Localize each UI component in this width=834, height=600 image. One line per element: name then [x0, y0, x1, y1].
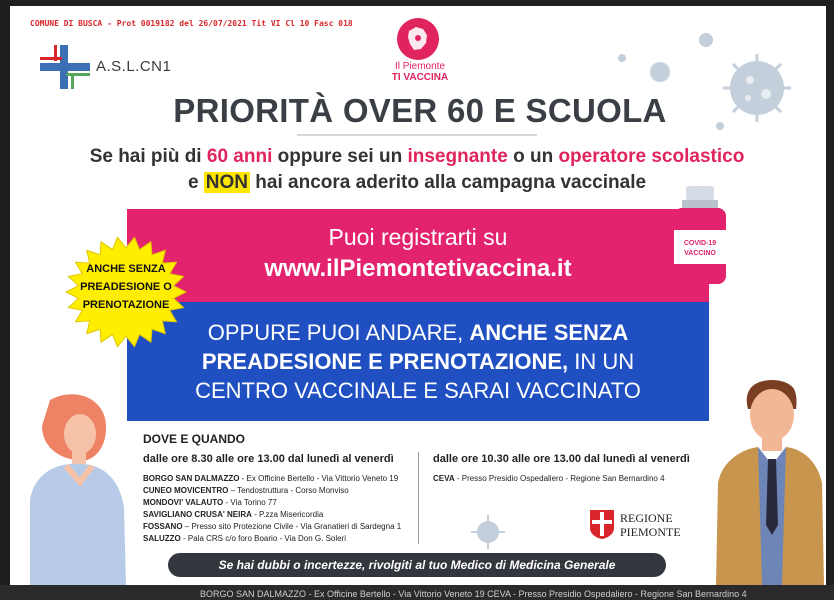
page-title: PRIORITÀ OVER 60 E SCUOLA	[173, 92, 667, 129]
location-name: CUNEO MOVICENTRO	[143, 486, 229, 495]
campaign-line-2: TI VACCINA	[391, 72, 449, 83]
location-item	[143, 522, 401, 531]
subtitle-age: 60 anni	[206, 146, 273, 167]
man-illustration	[712, 375, 824, 585]
location-detail: – Presso sito Protezione Civile - Via Granatieri di Sardegna 1	[182, 522, 402, 531]
location-item	[143, 474, 398, 483]
svg-text:VACCINO: VACCINO	[684, 250, 716, 257]
bottom-ghost-text: BORGO SAN DALMAZZO - Ex Officine Bertello - Via Vittorio Veneto 19 CEVA - Presso Presidio Ospedaliero - Regione San Bernardino 4	[200, 589, 747, 599]
location-name: MONDOVI' VALAUTO	[143, 498, 224, 507]
asl-cross-logo	[40, 45, 90, 89]
regione-line-2: PIEMONTE	[620, 525, 681, 539]
woman-illustration	[20, 390, 130, 585]
subtitle-teacher: insegnante	[407, 146, 508, 167]
subtitle-text: oppure sei un	[272, 146, 408, 167]
location-name: CEVA	[433, 474, 455, 483]
location-item	[433, 474, 665, 483]
virus-small-icon	[468, 512, 508, 552]
asl-name: A.S.L.CN1	[96, 58, 172, 75]
location-item	[143, 534, 346, 543]
subtitle-text: e	[187, 172, 204, 193]
column-divider	[418, 452, 419, 544]
badge-line-3: PRENOTAZIONE	[82, 299, 170, 311]
title-divider	[297, 134, 537, 136]
protocol-stamp: COMUNE DI BUSCA - Prot 0019182 del 26/07/2021 Tit VI Cl 10 Fasc 018	[30, 19, 353, 28]
location-detail: - Pala CRS c/o foro Boario - Via Don G. Soleri	[180, 534, 347, 543]
location-detail: - Ex Officine Bertello - Via Vittorio Veneto 19	[239, 474, 399, 483]
location-item	[143, 510, 323, 519]
subtitle-text: Se hai più di	[89, 146, 207, 167]
badge-line-1: ANCHE SENZA	[86, 263, 166, 275]
walkin-text: OPPURE PUOI ANDARE,	[207, 320, 470, 345]
subtitle-text: hai ancora aderito alla campagna vaccinale	[250, 172, 647, 193]
svg-text:COVID-19: COVID-19	[683, 240, 717, 247]
piemonte-vaccina-logo	[396, 17, 440, 61]
location-name: SALUZZO	[143, 534, 181, 543]
subtitle-staff: operatore scolastico	[558, 146, 745, 167]
walkin-text: IN UN	[568, 349, 635, 374]
frame-top	[0, 0, 834, 6]
walkin-line-3: CENTRO VACCINALE E SARAI VACCINATO	[195, 378, 641, 403]
hours-right: dalle ore 10.30 alle ore 13.00 dal lunedì al venerdì	[433, 453, 690, 465]
walkin-line-1	[127, 320, 709, 346]
vaccine-vial-icon	[664, 180, 736, 290]
register-text: Puoi registrarti su	[328, 224, 508, 250]
subtitle-line-1	[0, 146, 834, 168]
location-detail: - P.zza Misericordia	[251, 510, 324, 519]
location-item	[143, 498, 277, 507]
walkin-emphasis: PREADESIONE E PRENOTAZIONE,	[201, 349, 569, 374]
hours-left: dalle ore 8.30 alle ore 13.00 dal lunedì al venerdì	[143, 453, 394, 465]
location-name: SAVIGLIANO CRUSA' NEIRA	[143, 510, 252, 519]
register-url[interactable]: www.ilPiemontetivaccina.it	[264, 255, 572, 282]
location-detail: - Via Torino 77	[223, 498, 277, 507]
regione-line-1: REGIONE	[620, 511, 673, 525]
frame-left	[0, 0, 10, 600]
subtitle-text: o un	[507, 146, 559, 167]
subtitle-non-highlight: NON	[205, 172, 249, 193]
footer-text: Se hai dubbi o incertezze, rivolgiti al tuo Medico di Medicina Generale	[218, 558, 616, 572]
walkin-line-2	[127, 349, 709, 375]
location-detail: – Tendostruttura - Corso Monviso	[228, 486, 349, 495]
walkin-emphasis: ANCHE SENZA	[469, 320, 629, 345]
frame-right	[826, 0, 834, 600]
campaign-line-1: Il Piemonte	[394, 61, 446, 72]
where-when-title: DOVE E QUANDO	[143, 432, 246, 446]
location-detail: - Presso Presidio Ospedaliero - Regione San Bernardino 4	[454, 474, 665, 483]
location-name: BORGO SAN DALMAZZO	[143, 474, 240, 483]
regione-piemonte-logo	[588, 508, 688, 540]
location-name: FOSSANO	[143, 522, 183, 531]
badge-line-2: PREADESIONE O	[80, 281, 172, 293]
location-item	[143, 486, 349, 495]
